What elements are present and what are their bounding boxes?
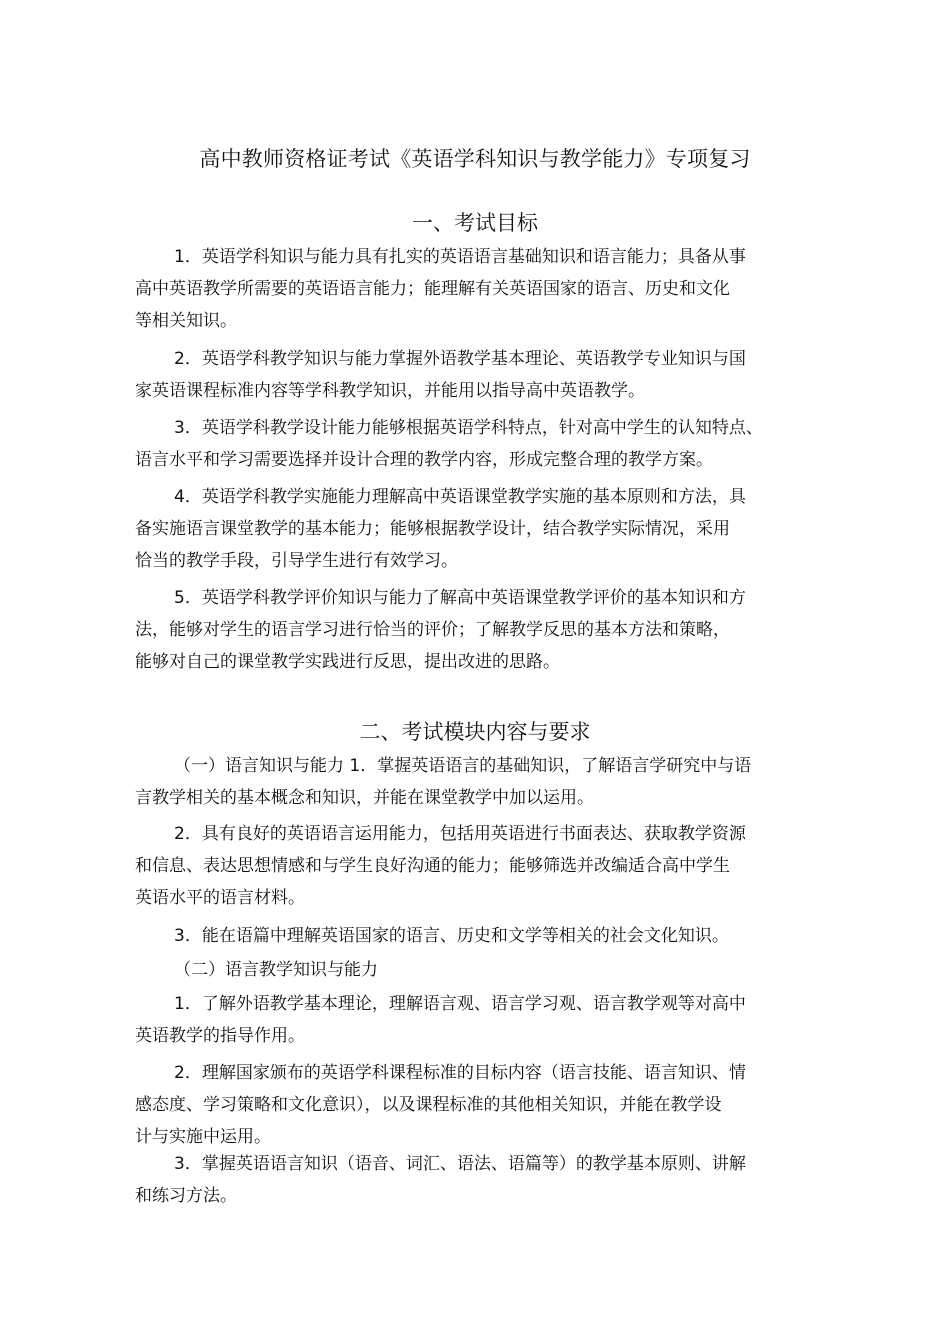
paragraph-line: （二）语言教学知识与能力: [174, 960, 378, 980]
paragraph-line: 言教学相关的基本概念和知识，并能在课堂教学中加以运用。: [135, 788, 594, 808]
paragraph-line: 2．英语学科教学知识与能力掌握外语教学基本理论、英语教学专业知识与国: [174, 349, 746, 369]
subsection-heading-language-teaching: [135, 954, 825, 986]
paragraph-line: 等相关知识。: [135, 311, 237, 331]
paragraph-line: 3．英语学科教学设计能力能够根据英语学科特点，针对高中学生的认知特点、: [174, 418, 763, 438]
objective-paragraph-1: [135, 241, 825, 337]
paragraph-line: 4．英语学科教学实施能力理解高中英语课堂教学实施的基本原则和方法，具: [174, 487, 746, 507]
paragraph-line: 1．了解外语教学基本理论，理解语言观、语言学习观、语言教学观等对高中: [174, 994, 746, 1014]
paragraph-line: 感态度、学习策略和文化意识），以及课程标准的其他相关知识，并能在教学设: [135, 1095, 722, 1115]
paragraph-line: 3．掌握英语语言知识（语音、词汇、语法、语篇等）的教学基本原则、讲解: [174, 1154, 746, 1174]
paragraph-line: 家英语课程标准内容等学科教学知识，并能用以指导高中英语教学。: [135, 381, 645, 401]
objective-paragraph-3: [135, 412, 825, 476]
paragraph-line: 高中英语教学所需要的英语语言能力；能理解有关英语国家的语言、历史和文化: [135, 279, 730, 299]
module-paragraph-1: [135, 750, 825, 814]
module-paragraph-2: [135, 818, 825, 914]
module-paragraph-4: [135, 988, 825, 1052]
paragraph-line: （一）语言知识与能力 1．掌握英语语言的基础知识，了解语言学研究中与语: [174, 756, 752, 776]
section-heading-module-content: 二、考试模块内容与要求: [359, 720, 591, 744]
module-paragraph-5: [135, 1057, 825, 1153]
paragraph-line: 恰当的教学手段，引导学生进行有效学习。: [135, 551, 458, 571]
objective-paragraph-4: [135, 481, 825, 577]
paragraph-line: 英语教学的指导作用。: [135, 1026, 305, 1046]
module-paragraph-3: [135, 920, 825, 952]
document-title: 高中教师资格证考试《英语学科知识与教学能力》专项复习: [199, 147, 751, 171]
paragraph-line: 1．英语学科知识与能力具有扎实的英语语言基础知识和语言能力；具备从事: [174, 247, 746, 267]
module-paragraph-6: [135, 1148, 825, 1212]
paragraph-line: 5．英语学科教学评价知识与能力了解高中英语课堂教学评价的基本知识和方: [174, 588, 746, 608]
paragraph-line: 法，能够对学生的语言学习进行恰当的评价；了解教学反思的基本方法和策略，: [135, 620, 730, 640]
paragraph-line: 和信息、表达思想情感和与学生良好沟通的能力；能够筛选并改编适合高中学生: [135, 856, 730, 876]
paragraph-line: 2．具有良好的英语语言运用能力，包括用英语进行书面表达、获取教学资源: [174, 824, 746, 844]
paragraph-line: 2．理解国家颁布的英语学科课程标准的目标内容（语言技能、语言知识、情: [174, 1063, 746, 1083]
paragraph-line: 3．能在语篇中理解英语国家的语言、历史和文学等相关的社会文化知识。: [174, 926, 729, 946]
paragraph-line: 计与实施中运用。: [135, 1127, 271, 1147]
section-heading-exam-objectives: 一、考试目标: [412, 211, 538, 235]
paragraph-line: 语言水平和学习需要选择并设计合理的教学内容，形成完整合理的教学方案。: [135, 450, 713, 470]
objective-paragraph-2: [135, 343, 825, 407]
paragraph-line: 备实施语言课堂教学的基本能力；能够根据教学设计，结合教学实际情况，采用: [135, 519, 730, 539]
paragraph-line: 和练习方法。: [135, 1186, 237, 1206]
paragraph-line: 英语水平的语言材料。: [135, 888, 305, 908]
paragraph-line: 能够对自己的课堂教学实践进行反思，提出改进的思路。: [135, 652, 560, 672]
objective-paragraph-5: [135, 582, 825, 678]
